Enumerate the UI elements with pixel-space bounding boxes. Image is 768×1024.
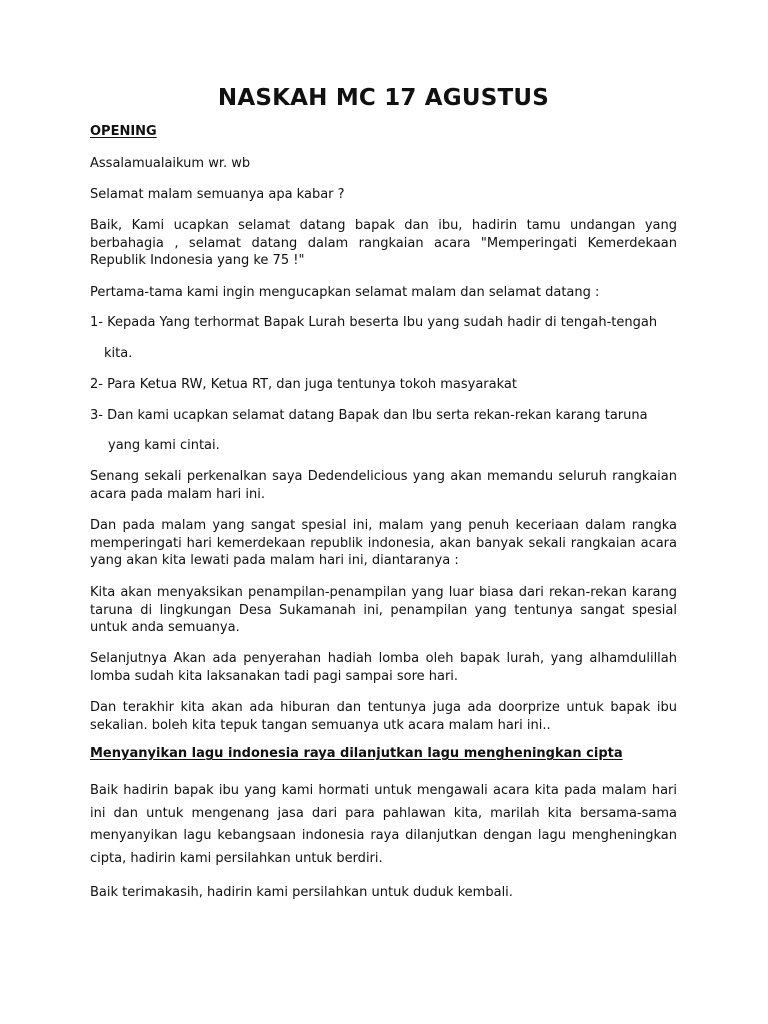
list-item-1-continued: kita. (104, 346, 133, 361)
intro-paragraph: Pertama-tama kami ingin mengucapkan selamat malam dan selamat datang : (90, 285, 600, 300)
welcome-paragraph: Baik, Kami ucapkan selamat datang bapak dan ibu, hadirin tamu undangan yang berbahagia , selamat datang dalam rangkaian acara "Memperingati Kemerdekaan Republik Indonesia yang ke 75 !" (90, 218, 677, 268)
list-item-1: 1- Kepada Yang terhormat Bapak Lurah beserta Ibu yang sudah hadir di tengah-tengah (90, 315, 658, 330)
list-item-2: 2- Para Ketua RW, Ketua RT, dan juga tentunya tokoh masyarakat (90, 377, 517, 392)
thanks-paragraph: Baik terimakasih, hadirin kami persilahkan untuk duduk kembali. (90, 885, 513, 900)
prize-paragraph: Selanjutnya Akan ada penyerahan hadiah lomba oleh bapak lurah, yang alhamdulillah lomba sudah kita laksanakan tadi pagi sampai sore hari. (90, 651, 677, 684)
opening-heading: OPENING (90, 124, 157, 139)
performance-paragraph: Kita akan menyaksikan penampilan-penampilan yang luar biasa dari rekan-rekan karang taruna di lingkungan Desa Sukamanah ini, penampilan yang tentunya sangat spesial untuk anda semuanya. (90, 585, 677, 635)
closing-agenda-paragraph: Dan terakhir kita akan ada hiburan dan tentunya juga ada doorprize untuk bapak ibu sekalian. boleh kita tepuk tangan semuanya utk acara malam hari ini.. (90, 700, 677, 733)
list-item-3: 3- Dan kami ucapkan selamat datang Bapak dan Ibu serta rekan-rekan karang taruna (90, 408, 648, 423)
anthem-paragraph: Baik hadirin bapak ibu yang kami hormati untuk mengawali acara kita pada malam hari ini dan untuk mengenang jasa dari para pahlawan kita, marilah kita bersama-sama menyanyikan lagu kebangsaan indonesia raya dilanjutkan dengan lagu mengheningkan cipta, hadirin kami persilahkan untuk berdiri. (90, 783, 677, 866)
greeting-paragraph: Assalamualaikum wr. wb (90, 156, 251, 171)
question-paragraph: Selamat malam semuanya apa kabar ? (90, 187, 345, 202)
page-title: NASKAH MC 17 AGUSTUS (217, 85, 550, 111)
agenda-paragraph: Dan pada malam yang sangat spesial ini, malam yang penuh keceriaan dalam rangka memperingati hari kemerdekaan republik indonesia, akan banyak sekali rangkaian acara yang akan kita lewati pada malam hari ini, diantaranya : (90, 518, 677, 568)
introduction-paragraph: Senang sekali perkenalkan saya Dedendelicious yang akan memandu seluruh rangkaian acara pada malam hari ini. (90, 469, 677, 502)
list-item-3-continued: yang kami cintai. (108, 438, 220, 453)
section-heading-anthem: Menyanyikan lagu indonesia raya dilanjutkan lagu mengheningkan cipta (90, 746, 623, 761)
